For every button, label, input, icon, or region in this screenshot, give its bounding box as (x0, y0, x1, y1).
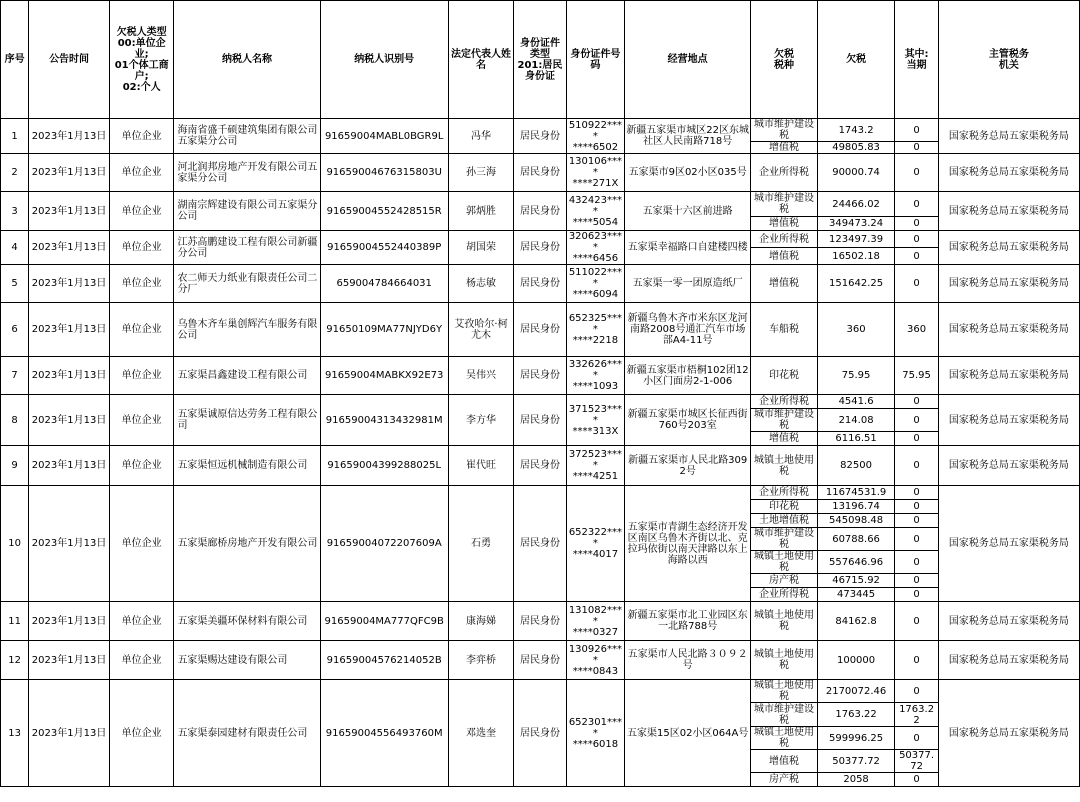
cell-amount: 90000.74 (817, 154, 895, 192)
cell-taxkind: 城镇土地使用税 (751, 680, 818, 703)
cell-type: 单位企业 (109, 119, 174, 154)
cell-amount: 60788.66 (817, 528, 895, 551)
cell-idno: 652301**** ****6018 (566, 680, 624, 787)
cell-legal: 胡国荣 (448, 231, 514, 265)
cell-current: 0 (895, 231, 938, 248)
header-taxkind: 欠税 税种 (751, 1, 818, 119)
cell-idtype: 居民身份 (514, 231, 566, 265)
cell-amount: 13196.74 (817, 500, 895, 514)
cell-current: 360 (895, 303, 938, 357)
cell-current: 0 (895, 395, 938, 409)
cell-date: 2023年1月13日 (29, 602, 110, 641)
cell-idno: 320623**** ****6456 (566, 231, 624, 265)
cell-authority: 国家税务总局五家渠税务局 (938, 154, 1079, 192)
cell-type: 单位企业 (109, 265, 174, 303)
cell-current: 0 (895, 528, 938, 551)
cell-current: 75.95 (895, 357, 938, 395)
header-tin: 纳税人识别号 (320, 1, 448, 119)
cell-idno: 511022**** ****6094 (566, 265, 624, 303)
cell-idno: 131082**** ****0327 (566, 602, 624, 641)
cell-taxkind: 印花税 (751, 357, 818, 395)
cell-current: 0 (895, 446, 938, 486)
cell-idtype: 居民身份 (514, 446, 566, 486)
cell-date: 2023年1月13日 (29, 680, 110, 787)
cell-taxkind: 增值税 (751, 750, 818, 773)
cell-current: 50377.72 (895, 750, 938, 773)
cell-name: 五家渠赐达建设有限公司 (174, 641, 320, 680)
cell-idtype: 居民身份 (514, 119, 566, 154)
cell-current: 0 (895, 154, 938, 192)
table-row (1, 446, 1080, 486)
cell-current: 0 (895, 409, 938, 432)
cell-idtype: 居民身份 (514, 680, 566, 787)
cell-current: 0 (895, 217, 938, 231)
header-row (1, 1, 1080, 119)
cell-taxkind: 城镇土地使用税 (751, 602, 818, 641)
cell-addr: 五家渠一零一团原造纸厂 (625, 265, 751, 303)
cell-idno: 130926**** ****0843 (566, 641, 624, 680)
cell-taxkind: 城市维护建设税 (751, 192, 818, 217)
cell-seq: 3 (1, 192, 29, 231)
table-row (1, 154, 1080, 192)
cell-seq: 10 (1, 486, 29, 602)
table-row (1, 602, 1080, 641)
cell-date: 2023年1月13日 (29, 265, 110, 303)
cell-taxkind: 土地增值税 (751, 514, 818, 528)
cell-addr: 五家渠市青湖生态经济开发区南区乌鲁木齐街以北、克拉玛依街以南天津路以东上海路以西 (625, 486, 751, 602)
cell-legal: 邓选奎 (448, 680, 514, 787)
cell-amount: 11674531.9 (817, 486, 895, 500)
cell-date: 2023年1月13日 (29, 641, 110, 680)
cell-type: 单位企业 (109, 357, 174, 395)
cell-current: 0 (895, 551, 938, 574)
cell-current: 0 (895, 680, 938, 703)
cell-seq: 8 (1, 395, 29, 446)
cell-taxkind: 车船税 (751, 303, 818, 357)
cell-seq: 5 (1, 265, 29, 303)
cell-idno: 652322**** ****4017 (566, 486, 624, 602)
cell-amount: 1763.22 (817, 703, 895, 727)
cell-taxkind: 印花税 (751, 500, 818, 514)
cell-addr: 新疆五家渠市梧桐102团12小区门面房2-1-006 (625, 357, 751, 395)
cell-amount: 214.08 (817, 409, 895, 432)
cell-idno: 332626**** ****1093 (566, 357, 624, 395)
cell-taxkind: 城镇土地使用税 (751, 641, 818, 680)
cell-addr: 五家渠幸福路口自建楼四楼 (625, 231, 751, 265)
cell-tin: 91659004MABL0BGR9L (320, 119, 448, 154)
cell-taxkind: 房产税 (751, 574, 818, 588)
cell-type: 单位企业 (109, 602, 174, 641)
cell-type: 单位企业 (109, 641, 174, 680)
cell-taxkind: 增值税 (751, 265, 818, 303)
table-row (1, 357, 1080, 395)
cell-seq: 6 (1, 303, 29, 357)
table-row (1, 303, 1080, 357)
header-seq: 序号 (1, 1, 29, 119)
cell-idtype: 居民身份 (514, 303, 566, 357)
cell-amount: 2170072.46 (817, 680, 895, 703)
cell-amount: 84162.8 (817, 602, 895, 641)
cell-date: 2023年1月13日 (29, 119, 110, 154)
cell-current: 0 (895, 641, 938, 680)
cell-legal: 康海娣 (448, 602, 514, 641)
cell-amount: 473445 (817, 588, 895, 602)
cell-idtype: 居民身份 (514, 154, 566, 192)
cell-current: 1763.22 (895, 703, 938, 727)
cell-authority: 国家税务总局五家渠税务局 (938, 395, 1079, 446)
cell-authority: 国家税务总局五家渠税务局 (938, 265, 1079, 303)
cell-addr: 新疆五家渠市城区长征西街760号203室 (625, 395, 751, 446)
cell-authority: 国家税务总局五家渠税务局 (938, 192, 1079, 231)
cell-type: 单位企业 (109, 446, 174, 486)
cell-amount: 360 (817, 303, 895, 357)
cell-tin: 91659004MA777QFC9B (320, 602, 448, 641)
cell-current: 0 (895, 142, 938, 154)
cell-idno: 372523**** ****4251 (566, 446, 624, 486)
cell-name: 农二师天力纸业有限责任公司二分厂 (174, 265, 320, 303)
cell-amount: 557646.96 (817, 551, 895, 574)
cell-current: 0 (895, 773, 938, 787)
cell-tin: 91659004399288025L (320, 446, 448, 486)
cell-name: 五家渠泰园建材有限责任公司 (174, 680, 320, 787)
cell-idno: 371523**** ****313X (566, 395, 624, 446)
cell-taxkind: 城镇土地使用税 (751, 727, 818, 750)
cell-current: 0 (895, 574, 938, 588)
cell-seq: 13 (1, 680, 29, 787)
cell-idtype: 居民身份 (514, 641, 566, 680)
header-legal: 法定代表人姓名 (448, 1, 514, 119)
cell-amount: 6116.51 (817, 432, 895, 446)
cell-name: 河北润邦房地产开发有限公司五家渠分公司 (174, 154, 320, 192)
cell-taxkind: 增值税 (751, 142, 818, 154)
cell-legal: 李方华 (448, 395, 514, 446)
header-current: 其中: 当期 (895, 1, 938, 119)
cell-name: 江苏高鹏建设工程有限公司新疆分公司 (174, 231, 320, 265)
header-amount: 欠税 (817, 1, 895, 119)
cell-legal: 杨志敏 (448, 265, 514, 303)
cell-taxkind: 增值税 (751, 217, 818, 231)
cell-name: 五家渠诚原信达劳务工程有限公司 (174, 395, 320, 446)
cell-tin: 91659004576214052B (320, 641, 448, 680)
cell-legal: 崔代旺 (448, 446, 514, 486)
cell-addr: 新疆五家渠市北工业园区东一北路788号 (625, 602, 751, 641)
cell-current: 0 (895, 119, 938, 142)
header-type: 欠税人类型 00:单位企业; 01个体工商户; 02:个人 (109, 1, 174, 119)
cell-current: 0 (895, 432, 938, 446)
cell-amount: 599996.25 (817, 727, 895, 750)
cell-taxkind: 增值税 (751, 432, 818, 446)
table-row (1, 265, 1080, 303)
cell-addr: 新疆乌鲁木齐市米东区龙河南路2008号通汇汽车市场部A4-11号 (625, 303, 751, 357)
cell-amount: 50377.72 (817, 750, 895, 773)
cell-name: 五家渠美疆环保材料有限公司 (174, 602, 320, 641)
cell-amount: 24466.02 (817, 192, 895, 217)
cell-tin: 91659004313432981M (320, 395, 448, 446)
cell-authority: 国家税务总局五家渠税务局 (938, 119, 1079, 154)
table-row (1, 641, 1080, 680)
cell-addr: 五家渠十六区前进路 (625, 192, 751, 231)
cell-seq: 7 (1, 357, 29, 395)
table-row (1, 486, 1080, 500)
cell-date: 2023年1月13日 (29, 192, 110, 231)
cell-legal: 吴伟兴 (448, 357, 514, 395)
cell-amount: 46715.92 (817, 574, 895, 588)
cell-date: 2023年1月13日 (29, 357, 110, 395)
cell-idno: 130106**** ****271X (566, 154, 624, 192)
cell-legal: 冯华 (448, 119, 514, 154)
cell-current: 0 (895, 248, 938, 265)
cell-current: 0 (895, 514, 938, 528)
cell-type: 单位企业 (109, 154, 174, 192)
cell-date: 2023年1月13日 (29, 154, 110, 192)
cell-amount: 100000 (817, 641, 895, 680)
cell-taxkind: 城市维护建设税 (751, 528, 818, 551)
cell-tin: 91659004552440389P (320, 231, 448, 265)
cell-type: 单位企业 (109, 395, 174, 446)
cell-authority: 国家税务总局五家渠税务局 (938, 303, 1079, 357)
table-row (1, 231, 1080, 248)
cell-addr: 五家渠市人民北路３０９２号 (625, 641, 751, 680)
cell-current: 0 (895, 727, 938, 750)
cell-authority: 国家税务总局五家渠税务局 (938, 486, 1079, 602)
cell-taxkind: 城市维护建设税 (751, 703, 818, 727)
cell-taxkind: 城镇土地使用税 (751, 446, 818, 486)
cell-amount: 4541.6 (817, 395, 895, 409)
cell-taxkind: 城市维护建设税 (751, 119, 818, 142)
cell-idtype: 居民身份 (514, 486, 566, 602)
cell-idno: 432423**** ****5054 (566, 192, 624, 231)
header-addr: 经营地点 (625, 1, 751, 119)
cell-seq: 2 (1, 154, 29, 192)
cell-amount: 82500 (817, 446, 895, 486)
table-row (1, 192, 1080, 217)
cell-taxkind: 企业所得税 (751, 486, 818, 500)
cell-type: 单位企业 (109, 303, 174, 357)
cell-date: 2023年1月13日 (29, 231, 110, 265)
cell-addr: 五家渠15区02小区064A号 (625, 680, 751, 787)
cell-type: 单位企业 (109, 680, 174, 787)
cell-taxkind: 房产税 (751, 773, 818, 787)
cell-amount: 123497.39 (817, 231, 895, 248)
table-row (1, 680, 1080, 703)
cell-current: 0 (895, 486, 938, 500)
cell-amount: 16502.18 (817, 248, 895, 265)
cell-legal: 郭炳胜 (448, 192, 514, 231)
header-name: 纳税人名称 (174, 1, 320, 119)
cell-authority: 国家税务总局五家渠税务局 (938, 357, 1079, 395)
cell-date: 2023年1月13日 (29, 486, 110, 602)
cell-current: 0 (895, 588, 938, 602)
cell-current: 0 (895, 500, 938, 514)
cell-tin: 91650109MA77NJYD6Y (320, 303, 448, 357)
cell-taxkind: 城镇土地使用税 (751, 551, 818, 574)
cell-taxkind: 城市维护建设税 (751, 409, 818, 432)
cell-taxkind: 增值税 (751, 248, 818, 265)
cell-amount: 349473.24 (817, 217, 895, 231)
header-idno: 身份证件号码 (566, 1, 624, 119)
cell-seq: 9 (1, 446, 29, 486)
cell-name: 乌鲁木齐车巢创辉汽车服务有限公司 (174, 303, 320, 357)
cell-seq: 12 (1, 641, 29, 680)
cell-current: 0 (895, 265, 938, 303)
cell-tin: 91659004MABKX92E73 (320, 357, 448, 395)
cell-name: 五家渠恒远机械制造有限公司 (174, 446, 320, 486)
cell-authority: 国家税务总局五家渠税务局 (938, 602, 1079, 641)
table-body (1, 119, 1080, 787)
cell-legal: 孙三海 (448, 154, 514, 192)
cell-legal: 李弈桥 (448, 641, 514, 680)
table-row (1, 119, 1080, 142)
cell-taxkind: 企业所得税 (751, 588, 818, 602)
header-idtype: 身份证件类型 201:居民身份证 (514, 1, 566, 119)
cell-name: 湖南宗辉建设有限公司五家渠分公司 (174, 192, 320, 231)
cell-taxkind: 企业所得税 (751, 154, 818, 192)
cell-idno: 510922**** ****6502 (566, 119, 624, 154)
cell-name: 五家渠昌鑫建设工程有限公司 (174, 357, 320, 395)
cell-date: 2023年1月13日 (29, 446, 110, 486)
cell-name: 五家渠廊桥房地产开发有限公司 (174, 486, 320, 602)
cell-current: 0 (895, 602, 938, 641)
cell-legal: 石勇 (448, 486, 514, 602)
cell-tin: 659004784664031 (320, 265, 448, 303)
cell-idtype: 居民身份 (514, 395, 566, 446)
cell-amount: 49805.83 (817, 142, 895, 154)
cell-type: 单位企业 (109, 192, 174, 231)
cell-seq: 11 (1, 602, 29, 641)
cell-amount: 75.95 (817, 357, 895, 395)
cell-idtype: 居民身份 (514, 265, 566, 303)
cell-current: 0 (895, 192, 938, 217)
cell-authority: 国家税务总局五家渠税务局 (938, 641, 1079, 680)
cell-amount: 2058 (817, 773, 895, 787)
cell-amount: 151642.25 (817, 265, 895, 303)
cell-addr: 新疆五家渠市城区22区东城社区人民南路718号 (625, 119, 751, 154)
cell-idtype: 居民身份 (514, 357, 566, 395)
cell-tin: 91659004072207609A (320, 486, 448, 602)
cell-addr: 新疆五家渠市人民北路3092号 (625, 446, 751, 486)
cell-seq: 4 (1, 231, 29, 265)
cell-addr: 五家渠市9区02小区035号 (625, 154, 751, 192)
cell-type: 单位企业 (109, 486, 174, 602)
cell-amount: 1743.2 (817, 119, 895, 142)
cell-name: 海南省盛千硕建筑集团有限公司五家渠分公司 (174, 119, 320, 154)
cell-taxkind: 企业所得税 (751, 395, 818, 409)
cell-seq: 1 (1, 119, 29, 154)
cell-date: 2023年1月13日 (29, 303, 110, 357)
cell-idtype: 居民身份 (514, 602, 566, 641)
cell-legal: 艾孜哈尔·柯尤木 (448, 303, 514, 357)
cell-tin: 91659004552428515R (320, 192, 448, 231)
cell-authority: 国家税务总局五家渠税务局 (938, 231, 1079, 265)
cell-idtype: 居民身份 (514, 192, 566, 231)
table-row (1, 395, 1080, 409)
cell-type: 单位企业 (109, 231, 174, 265)
header-date: 公告时间 (29, 1, 110, 119)
header-authority: 主管税务 机关 (938, 1, 1079, 119)
cell-idno: 652325**** ****2218 (566, 303, 624, 357)
cell-tin: 91659004556493760M (320, 680, 448, 787)
cell-amount: 545098.48 (817, 514, 895, 528)
cell-authority: 国家税务总局五家渠税务局 (938, 446, 1079, 486)
cell-date: 2023年1月13日 (29, 395, 110, 446)
cell-taxkind: 企业所得税 (751, 231, 818, 248)
cell-tin: 91659004676315803U (320, 154, 448, 192)
cell-authority: 国家税务总局五家渠税务局 (938, 680, 1079, 787)
